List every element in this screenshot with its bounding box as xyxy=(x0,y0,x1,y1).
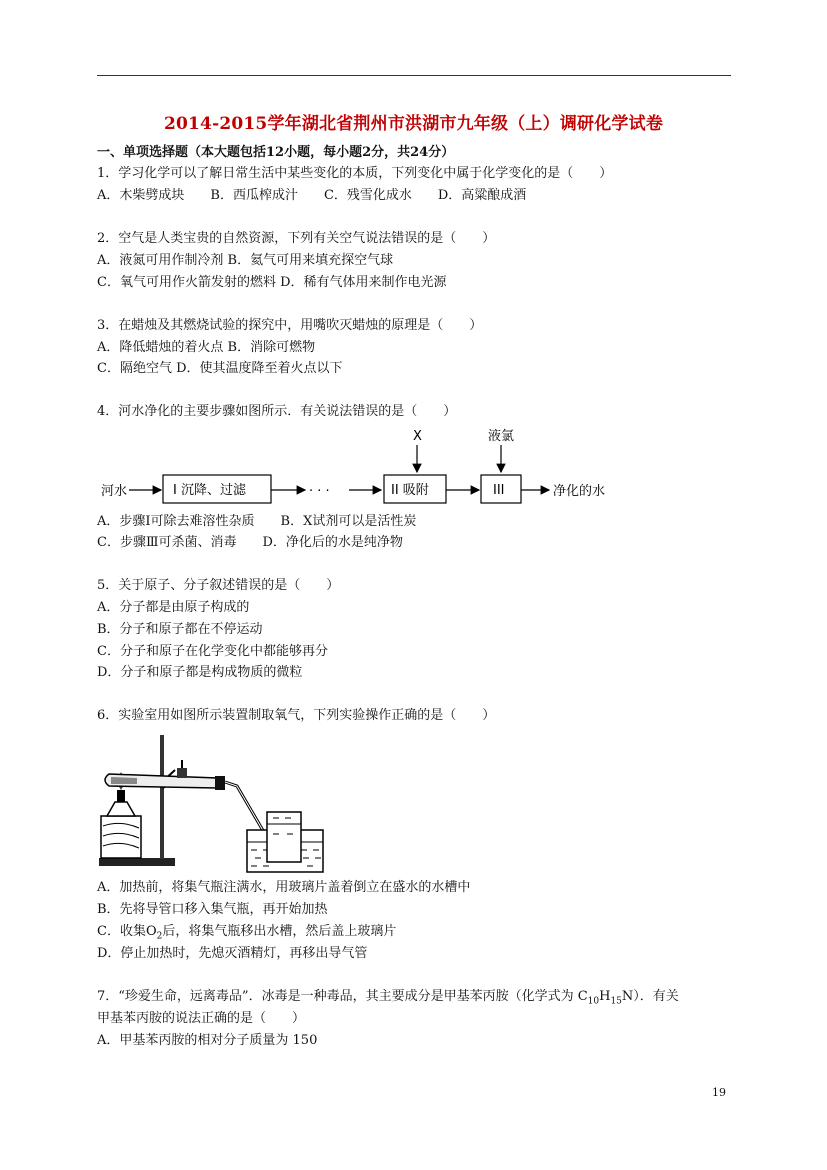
step3-label: III xyxy=(493,483,505,498)
q4-options-1: A．步骤Ⅰ可除去难溶性杂质 B．X试剂可以是活性炭 xyxy=(97,514,417,529)
purified-water-label: 净化的水 xyxy=(553,484,606,499)
step1-label: I 沉降、过滤 xyxy=(173,483,246,498)
q6-option-a: A．加热前，将集气瓶注满水，用玻璃片盖着倒立在盛水的水槽中 xyxy=(97,880,471,895)
q3-options-2: C．隔绝空气 D．使其温度降至着火点以下 xyxy=(97,361,343,376)
q7-option-a: A．甲基苯丙胺的相对分子质量为 150 xyxy=(97,1033,318,1048)
stand-base xyxy=(99,858,175,866)
stand-rod xyxy=(160,735,164,859)
q5-option-b: B．分子和原子都在不停运动 xyxy=(97,622,263,637)
q7-stem-1: 7．“珍爱生命，远离毒品”．冰毒是一种毒品，其主要成分是甲基苯丙胺（化学式为 $C_{10}H_{15}N$）．有关 xyxy=(97,989,679,1007)
q3-options-1: A．降低蜡烛的着火点 B．消除可燃物 xyxy=(97,340,316,355)
river-water-label: 河水 xyxy=(101,484,128,499)
section-heading: 一、单项选择题（本大题包括12小题，每小题2分，共24分） xyxy=(97,145,455,160)
q1-options: A．木柴劈成块 B．西瓜榨成汁 C．残雪化成水 D．高粱酿成酒 xyxy=(97,188,527,203)
step2-label: II 吸附 xyxy=(391,483,429,498)
water-purification-diagram xyxy=(97,425,657,515)
q6-stem: 6．实验室用如图所示装置制取氧气，下列实验操作正确的是（ ） xyxy=(97,708,496,723)
q3-stem: 3．在蜡烛及其燃烧试验的探究中，用嘴吹灭蜡烛的原理是（ ） xyxy=(97,318,483,333)
q4-options-2: C．步骤Ⅲ可杀菌、消毒 D．净化后的水是纯净物 xyxy=(97,535,403,550)
q6-option-b: B．先将导管口移入集气瓶，再开始加热 xyxy=(97,902,328,917)
q5-option-d: D．分子和原子都是构成物质的微粒 xyxy=(97,665,303,680)
q6-option-c: C．收集$O_2$后，将集气瓶移出水槽，然后盖上玻璃片 xyxy=(97,924,397,942)
q2-stem: 2．空气是人类宝贵的自然资源，下列有关空气说法错误的是（ ） xyxy=(97,231,496,246)
q7-stem-2: 甲基苯丙胺的说法正确的是（ ） xyxy=(97,1011,306,1026)
chlorine-label: 液氯 xyxy=(488,429,515,444)
stopper xyxy=(215,776,225,790)
page-title: 2014-2015学年湖北省荆州市洪湖市九年级（上）调研化学试卷 xyxy=(163,114,664,134)
q5-stem: 5．关于原子、分子叙述错误的是（ ） xyxy=(97,578,340,593)
header-rule xyxy=(97,75,731,76)
page-number: 19 xyxy=(712,1086,726,1099)
q1-stem: 1．学习化学可以了解日常生活中某些变化的本质，下列变化中属于化学变化的是（ ） xyxy=(97,166,613,181)
gas-jar xyxy=(267,812,301,862)
q2-options-2: C．氧气可用作火箭发射的燃料 D．稀有气体用来制作电光源 xyxy=(97,275,447,290)
q4-stem: 4．河水净化的主要步骤如图所示．有关说法错误的是（ ） xyxy=(97,404,457,419)
reagent-x-label: X xyxy=(413,429,422,444)
ellipsis: · · · xyxy=(309,484,330,499)
q5-option-c: C．分子和原子在化学变化中都能够再分 xyxy=(97,644,328,659)
oxygen-apparatus-figure xyxy=(97,730,327,875)
q2-options-1: A．液氮可用作制冷剂 B．氦气可用来填充探空气球 xyxy=(97,253,394,268)
q5-option-a: A．分子都是由原子构成的 xyxy=(97,600,250,615)
q6-option-d: D．停止加热时，先熄灭酒精灯，再移出导气管 xyxy=(97,946,368,961)
